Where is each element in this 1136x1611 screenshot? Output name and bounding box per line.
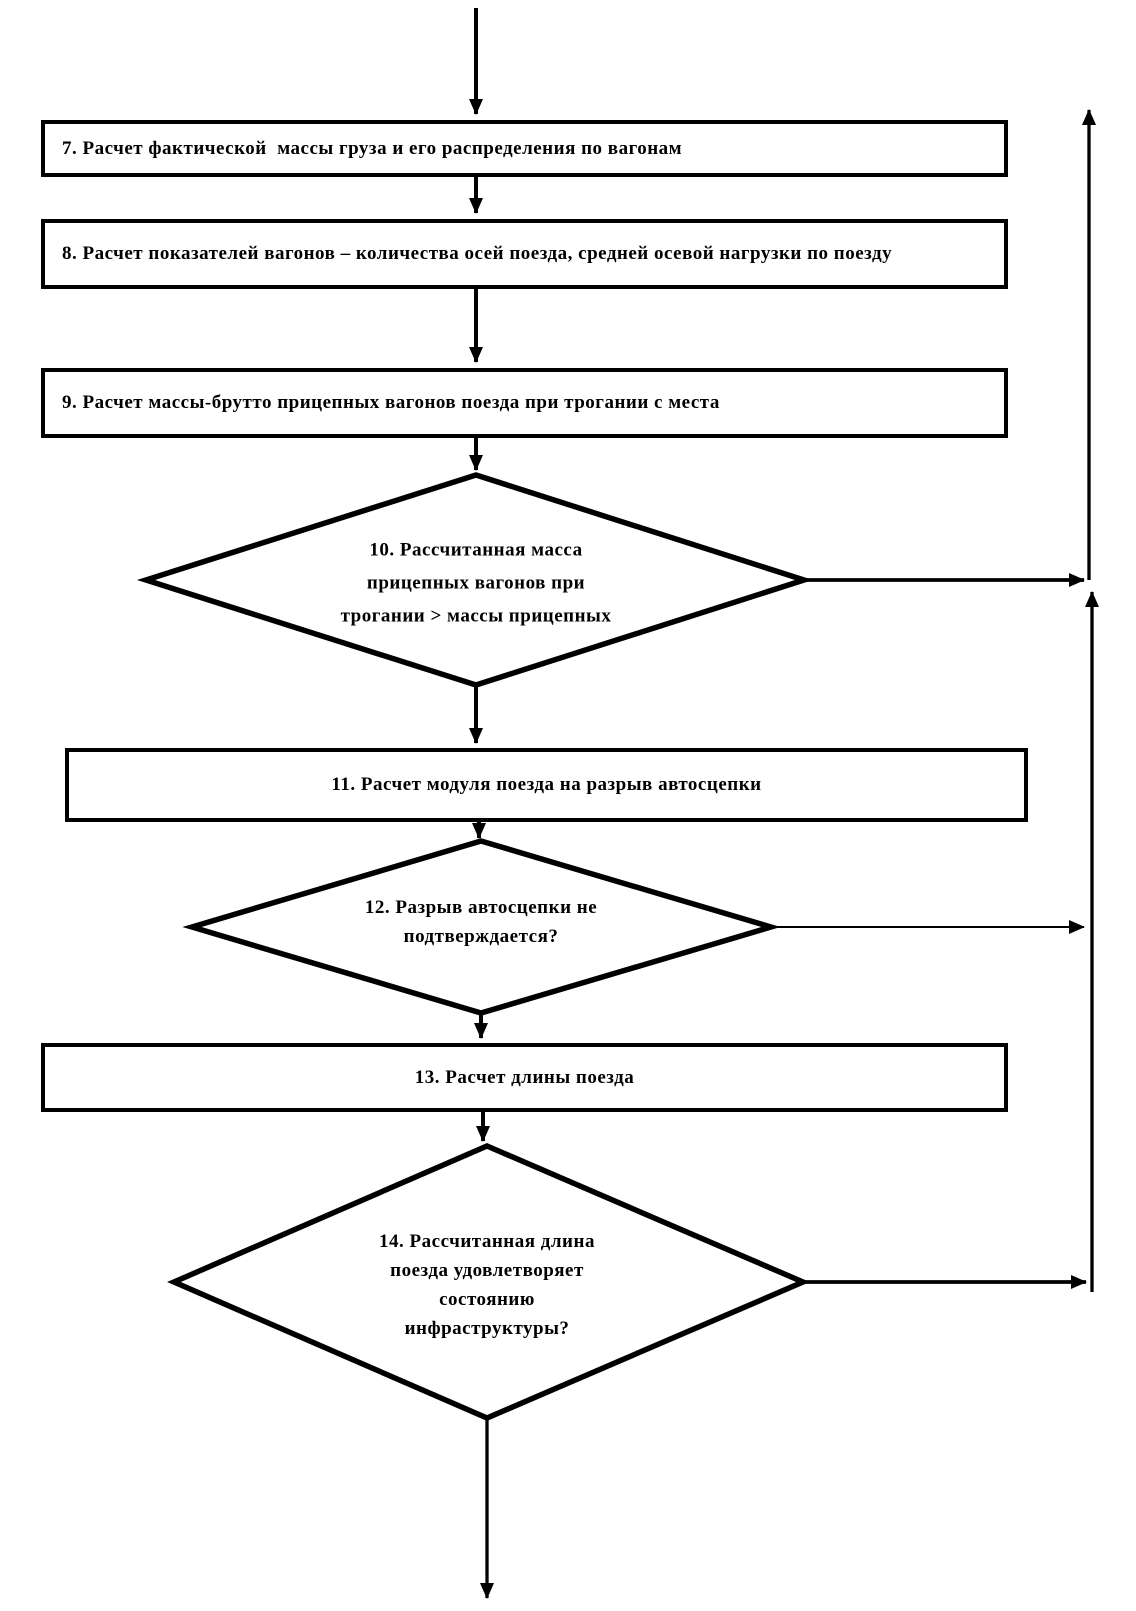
decision-14-shape: [174, 1146, 803, 1418]
process-box-13-label: 13. Расчет длины поезда: [414, 1066, 635, 1088]
decision-10-label-line-3: трогании > массы прицепных: [340, 605, 612, 627]
process-box-7-label: 7. Расчет фактической массы груза и его распределения по вагонам: [62, 137, 683, 159]
decision-14-label-line-4: инфраструктуры?: [404, 1318, 570, 1339]
decision-14-label-line-3: состоянию: [439, 1289, 535, 1310]
decision-12-shape: [192, 841, 771, 1013]
process-box-9-label: 9. Расчет массы-брутто прицепных вагонов поезда при трогании с места: [62, 392, 720, 414]
decision-14-label-line-2: поезда удовлетворяет: [390, 1260, 584, 1281]
decision-12-label-line-1: 12. Разрыв автосцепки не: [364, 897, 598, 918]
process-box-11-label: 11. Расчет модуля поезда на разрыв автосцепки: [331, 774, 762, 796]
decision-10-label-line-1: 10. Рассчитанная масса: [369, 539, 583, 561]
decision-10-shape: [146, 475, 804, 685]
decision-14-label-line-1: 14. Рассчитанная длина: [379, 1231, 595, 1252]
decision-10-label-line-2: прицепных вагонов при: [366, 572, 586, 594]
decision-12-label-line-2: подтверждается?: [403, 926, 559, 947]
process-box-8-label: 8. Расчет показателей вагонов – количества осей поезда, средней осевой нагрузки по поезду: [62, 243, 893, 265]
